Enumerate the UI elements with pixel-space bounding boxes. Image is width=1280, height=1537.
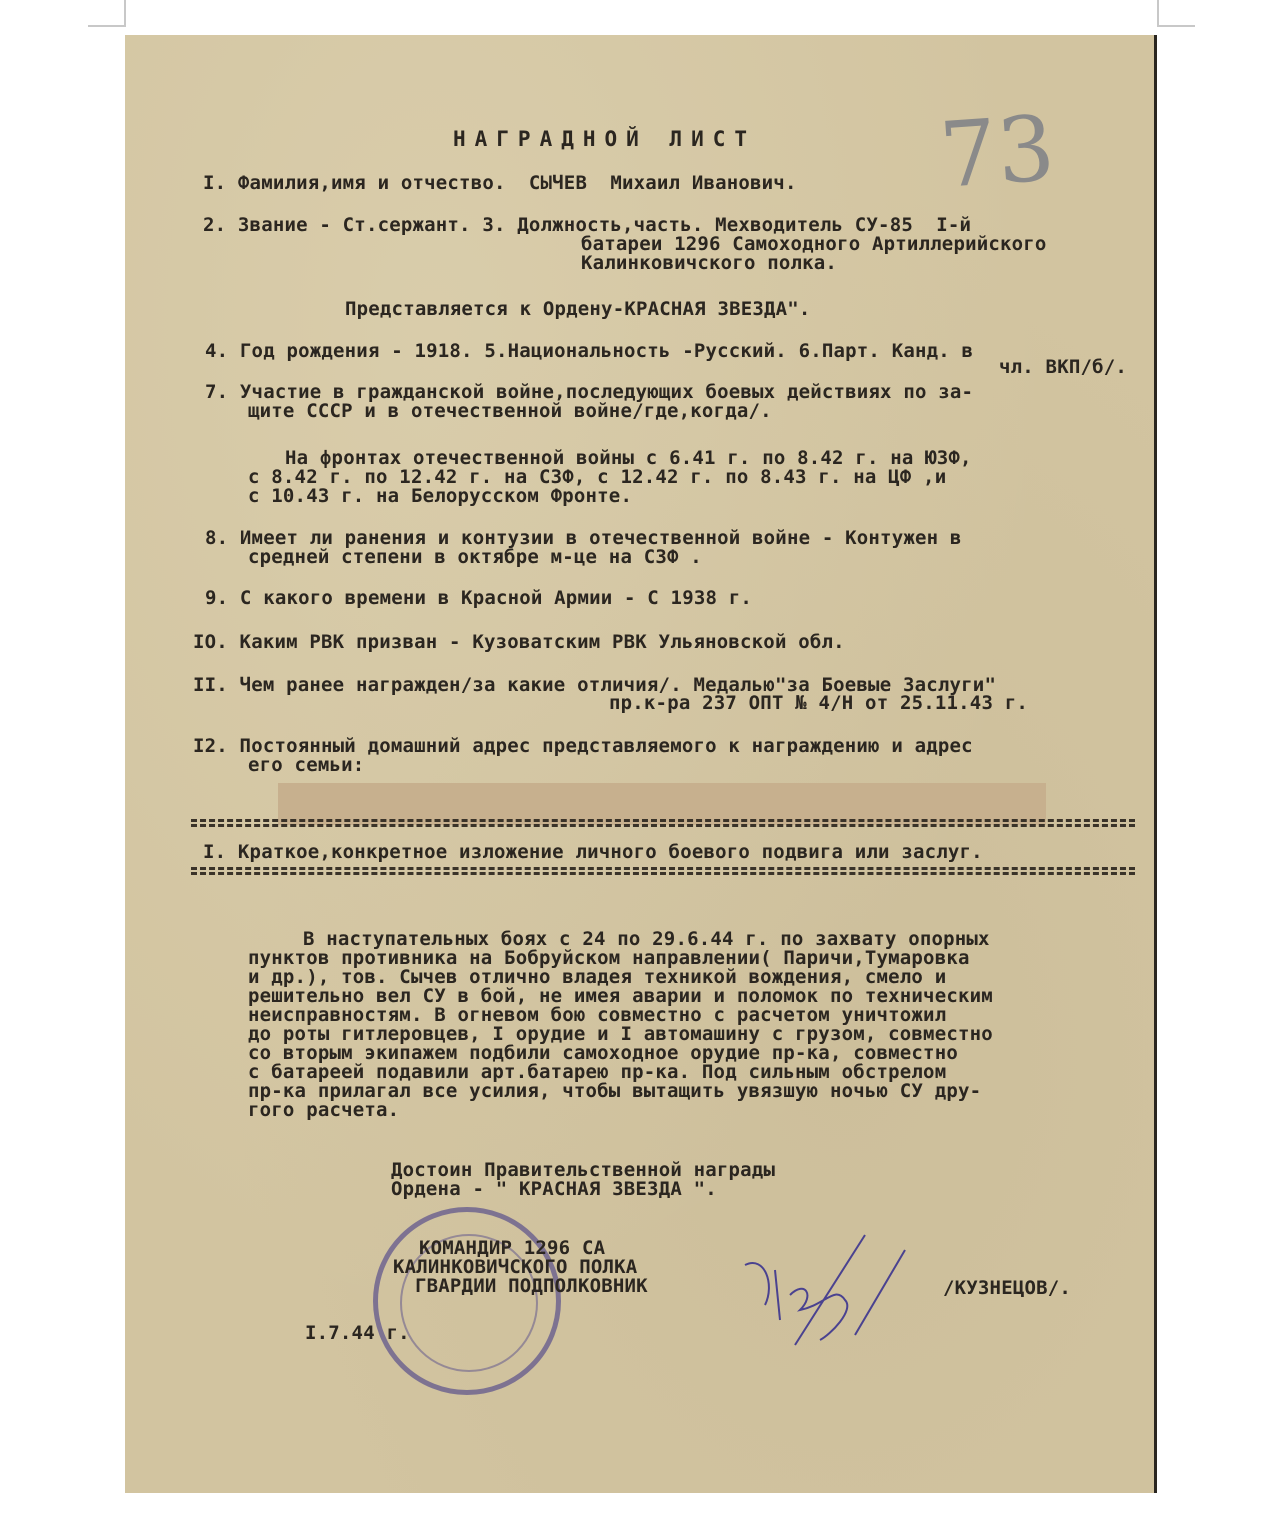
conclusion-line1: Достоин Правительственной награды	[391, 1159, 776, 1181]
item-12-address: I2. Постоянный домашний адрес представляемого к награждению и адрес	[193, 735, 973, 757]
item-7-participation-line2: щите СССР и в отечественной войне/где,когда/.	[248, 400, 772, 422]
official-stamp	[373, 1207, 561, 1395]
narrative-line: со вторым экипажем подбили самоходное орудие пр-ка, совместно	[248, 1042, 958, 1064]
handwritten-signature	[735, 1225, 915, 1355]
fronts-line3: с 10.43 г. на Белорусском Фронте.	[248, 485, 633, 507]
conclusion-line2: Ордена - " КРАСНАЯ ЗВЕЗДА ".	[391, 1178, 717, 1200]
fronts-line1: На фронтах отечественной войны с 6.41 г. по 8.42 г. на ЮЗФ,	[285, 447, 972, 469]
item-1-name: I. Фамилия,имя и отчество. СЫЧЕВ Михаил Иванович.	[203, 172, 797, 194]
signer-title-line3: ГВАРДИИ ПОДПОЛКОВНИК	[415, 1275, 648, 1297]
narrative-line: В наступательных боях с 24 по 29.6.44 г. по захвату опорных	[303, 928, 990, 950]
fronts-line2: с 8.42 г. по 12.42 г. на СЗФ, с 12.42 г. по 8.43 г. на ЦФ ,и	[248, 466, 947, 488]
narrative-line: гого расчета.	[248, 1099, 400, 1121]
section-header-feat: I. Краткое,конкретное изложение личного боевого подвига или заслуг.	[203, 841, 983, 863]
signer-title-line2: КАЛИНКОВИЧСКОГО ПОЛКА	[393, 1256, 638, 1278]
item-7-participation: 7. Участие в гражданской войне,последующих боевых действиях по за-	[205, 381, 974, 403]
narrative-line: до роты гитлеровцев, I орудие и I автомашину с грузом, совместно	[248, 1023, 993, 1045]
divider-bottom	[191, 867, 1135, 875]
pencil-mark: 73	[936, 96, 1059, 209]
item-3-unit-line2: батареи 1296 Самоходного Артиллерийского	[581, 233, 1047, 255]
crop-mark-top-left	[88, 0, 126, 27]
narrative-line: неисправностям. В огневом бою совместно с расчетом уничтожил	[248, 1004, 947, 1026]
item-2-rank: 2. Звание - Ст.сержант. 3. Должность,часть. Мехводитель СУ-85 I-й	[203, 214, 972, 236]
item-8-wounds-line2: средней степени в октябре м-це на СЗФ .	[248, 546, 702, 568]
item-12-address-line2: его семьи:	[248, 754, 365, 776]
item-10-draft-office: IO. Каким РВК призван - Кузоватским РВК Ульяновской обл.	[193, 631, 845, 653]
narrative-line: и др.), тов. Сычев отлично владея техникой вождения, смело и	[248, 966, 947, 988]
narrative-line: решительно вел СУ в бой, не имея аварии и поломок по техническим	[248, 985, 993, 1007]
item-8-wounds: 8. Имеет ли ранения и контузии в отечественной войне - Контужен в	[205, 527, 962, 549]
narrative-line: пр-ка прилагал все усилия, чтобы вытащить увязшую ночью СУ дру-	[248, 1080, 982, 1102]
document-title: НАГРАДНОЙ ЛИСТ	[453, 127, 757, 151]
item-4-birth-year: 4. Год рождения - 1918. 5.Национальность -Русский. 6.Парт. Канд. в	[205, 340, 974, 362]
divider-top	[191, 819, 1135, 827]
narrative-line: с батареей подавили арт.батарею пр-ка. Под сильным обстрелом	[248, 1061, 947, 1083]
signer-name: /КУЗНЕЦОВ/.	[943, 1277, 1072, 1299]
item-6-party: чл. ВКП/б/.	[999, 356, 1128, 378]
item-9-service-since: 9. С какого времени в Красной Армии - С 1938 г.	[205, 587, 753, 609]
award-sheet-document	[125, 35, 1157, 1493]
signer-title-line1: КОМАНДИР 1296 СА	[419, 1237, 606, 1259]
crop-mark-top-right	[1157, 0, 1195, 27]
item-3-unit-line3: Калинковичского полка.	[581, 252, 838, 274]
item-11-order-ref: пр.к-ра 237 ОПТ № 4/Н от 25.11.43 г.	[609, 692, 1029, 714]
document-date: I.7.44 г.	[305, 1322, 410, 1344]
narrative-line: пунктов противника на Бобруйском направлении( Паричи,Тумаровка	[248, 947, 970, 969]
presented-for-order: Представляется к Ордену-КРАСНАЯ ЗВЕЗДА".	[345, 298, 811, 320]
item-11-previous-awards: II. Чем ранее награжден/за какие отличия/. Медалью"за Боевые Заслуги"	[193, 674, 997, 696]
